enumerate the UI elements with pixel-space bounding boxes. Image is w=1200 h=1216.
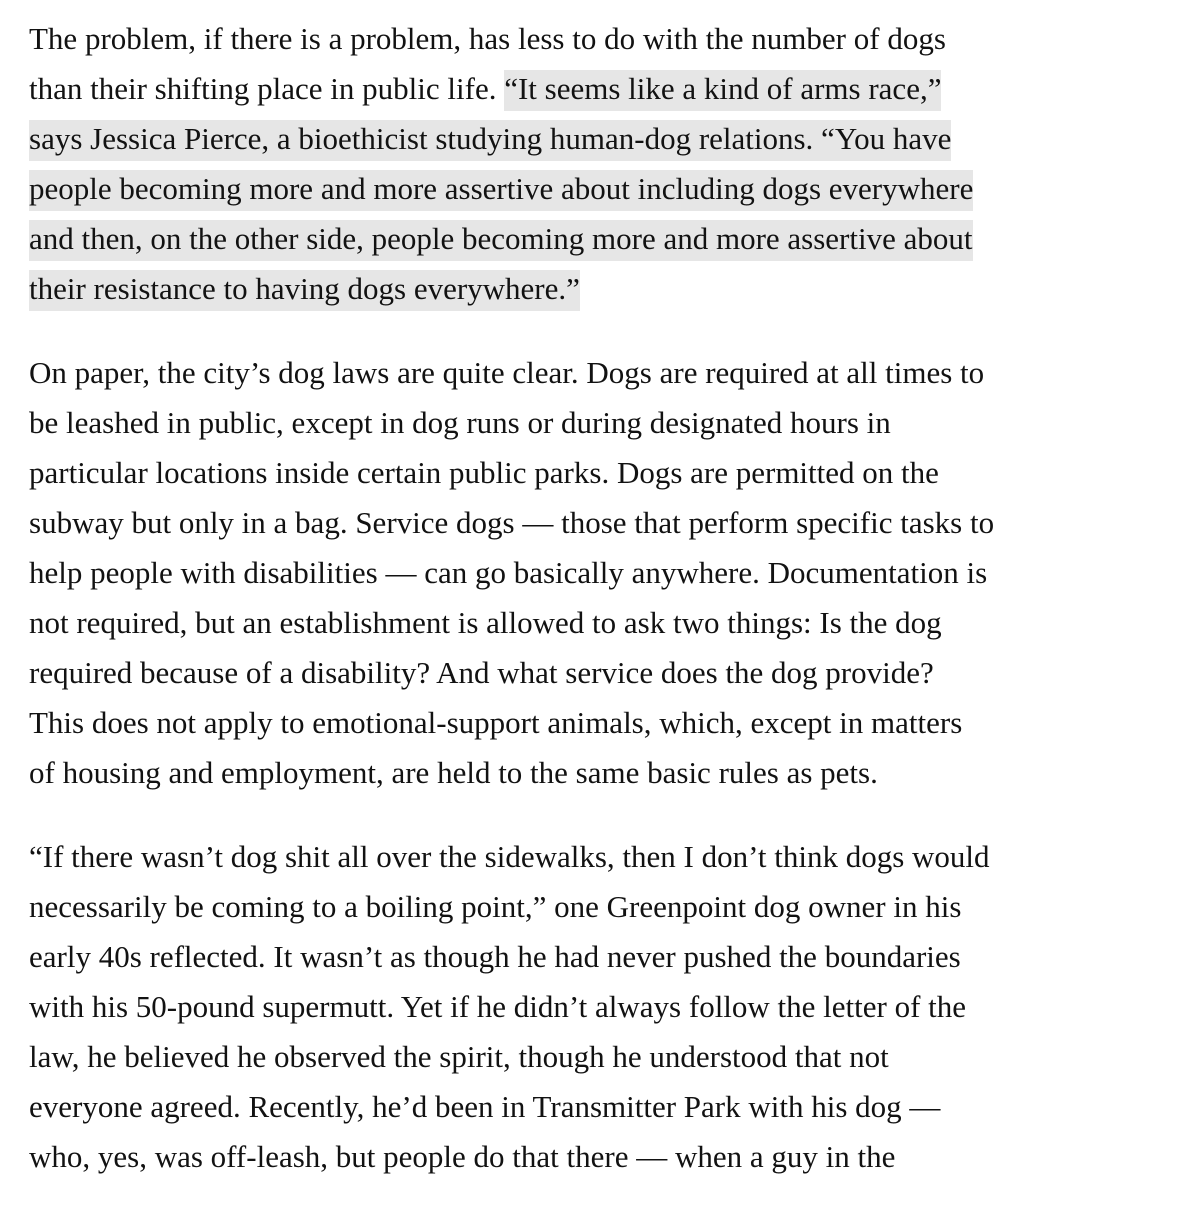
text-line: who, yes, was off-leash, but people do that there — when a guy in the [29, 1139, 896, 1174]
highlighted-quote[interactable]: says Jessica Pierce, a bioethicist studying human-dog relations. “You have [29, 120, 951, 161]
highlighted-quote[interactable]: and then, on the other side, people becoming more and more assertive about [29, 220, 973, 261]
article-paragraph-3 [29, 832, 1169, 1182]
text-line: This does not apply to emotional-support animals, which, except in matters [29, 705, 963, 740]
text-line: with his 50-pound supermutt. Yet if he didn’t always follow the letter of the [29, 989, 967, 1024]
text-line: of housing and employment, are held to the same basic rules as pets. [29, 755, 878, 790]
text-line: not required, but an establishment is allowed to ask two things: Is the dog [29, 605, 942, 640]
article-paragraph-1 [29, 14, 1169, 314]
text-line [29, 114, 1169, 164]
text-line [29, 214, 1169, 264]
article-paragraph-2 [29, 348, 1169, 798]
text-line: “If there wasn’t dog shit all over the sidewalks, then I don’t think dogs would [29, 839, 990, 874]
text-line: particular locations inside certain public parks. Dogs are permitted on the [29, 455, 939, 490]
text-line: necessarily be coming to a boiling point,” one Greenpoint dog owner in his [29, 889, 962, 924]
text-line [29, 264, 1169, 314]
text-line: than their shifting place in public life. “It seems like a kind of arms race,” [29, 64, 1169, 114]
text-line: required because of a disability? And what service does the dog provide? [29, 655, 934, 690]
text-line: everyone agreed. Recently, he’d been in Transmitter Park with his dog — [29, 1089, 941, 1124]
text-line: be leashed in public, except in dog runs or during designated hours in [29, 405, 891, 440]
text-line: law, he believed he observed the spirit, though he understood that not [29, 1039, 889, 1074]
article-body [29, 14, 1169, 1216]
text-line: The problem, if there is a problem, has less to do with the number of dogs [29, 21, 946, 56]
highlighted-quote[interactable]: “It seems like a kind of arms race,” [504, 70, 941, 111]
text-line [29, 164, 1169, 214]
text-line: help people with disabilities — can go basically anywhere. Documentation is [29, 555, 988, 590]
text-line: early 40s reflected. It wasn’t as though he had never pushed the boundaries [29, 939, 961, 974]
text-line: On paper, the city’s dog laws are quite clear. Dogs are required at all times to [29, 355, 985, 390]
text-line: subway but only in a bag. Service dogs — those that perform specific tasks to [29, 505, 995, 540]
highlighted-quote[interactable]: their resistance to having dogs everywhere.” [29, 270, 580, 311]
highlighted-quote[interactable]: people becoming more and more assertive about including dogs everywhere [29, 170, 973, 211]
